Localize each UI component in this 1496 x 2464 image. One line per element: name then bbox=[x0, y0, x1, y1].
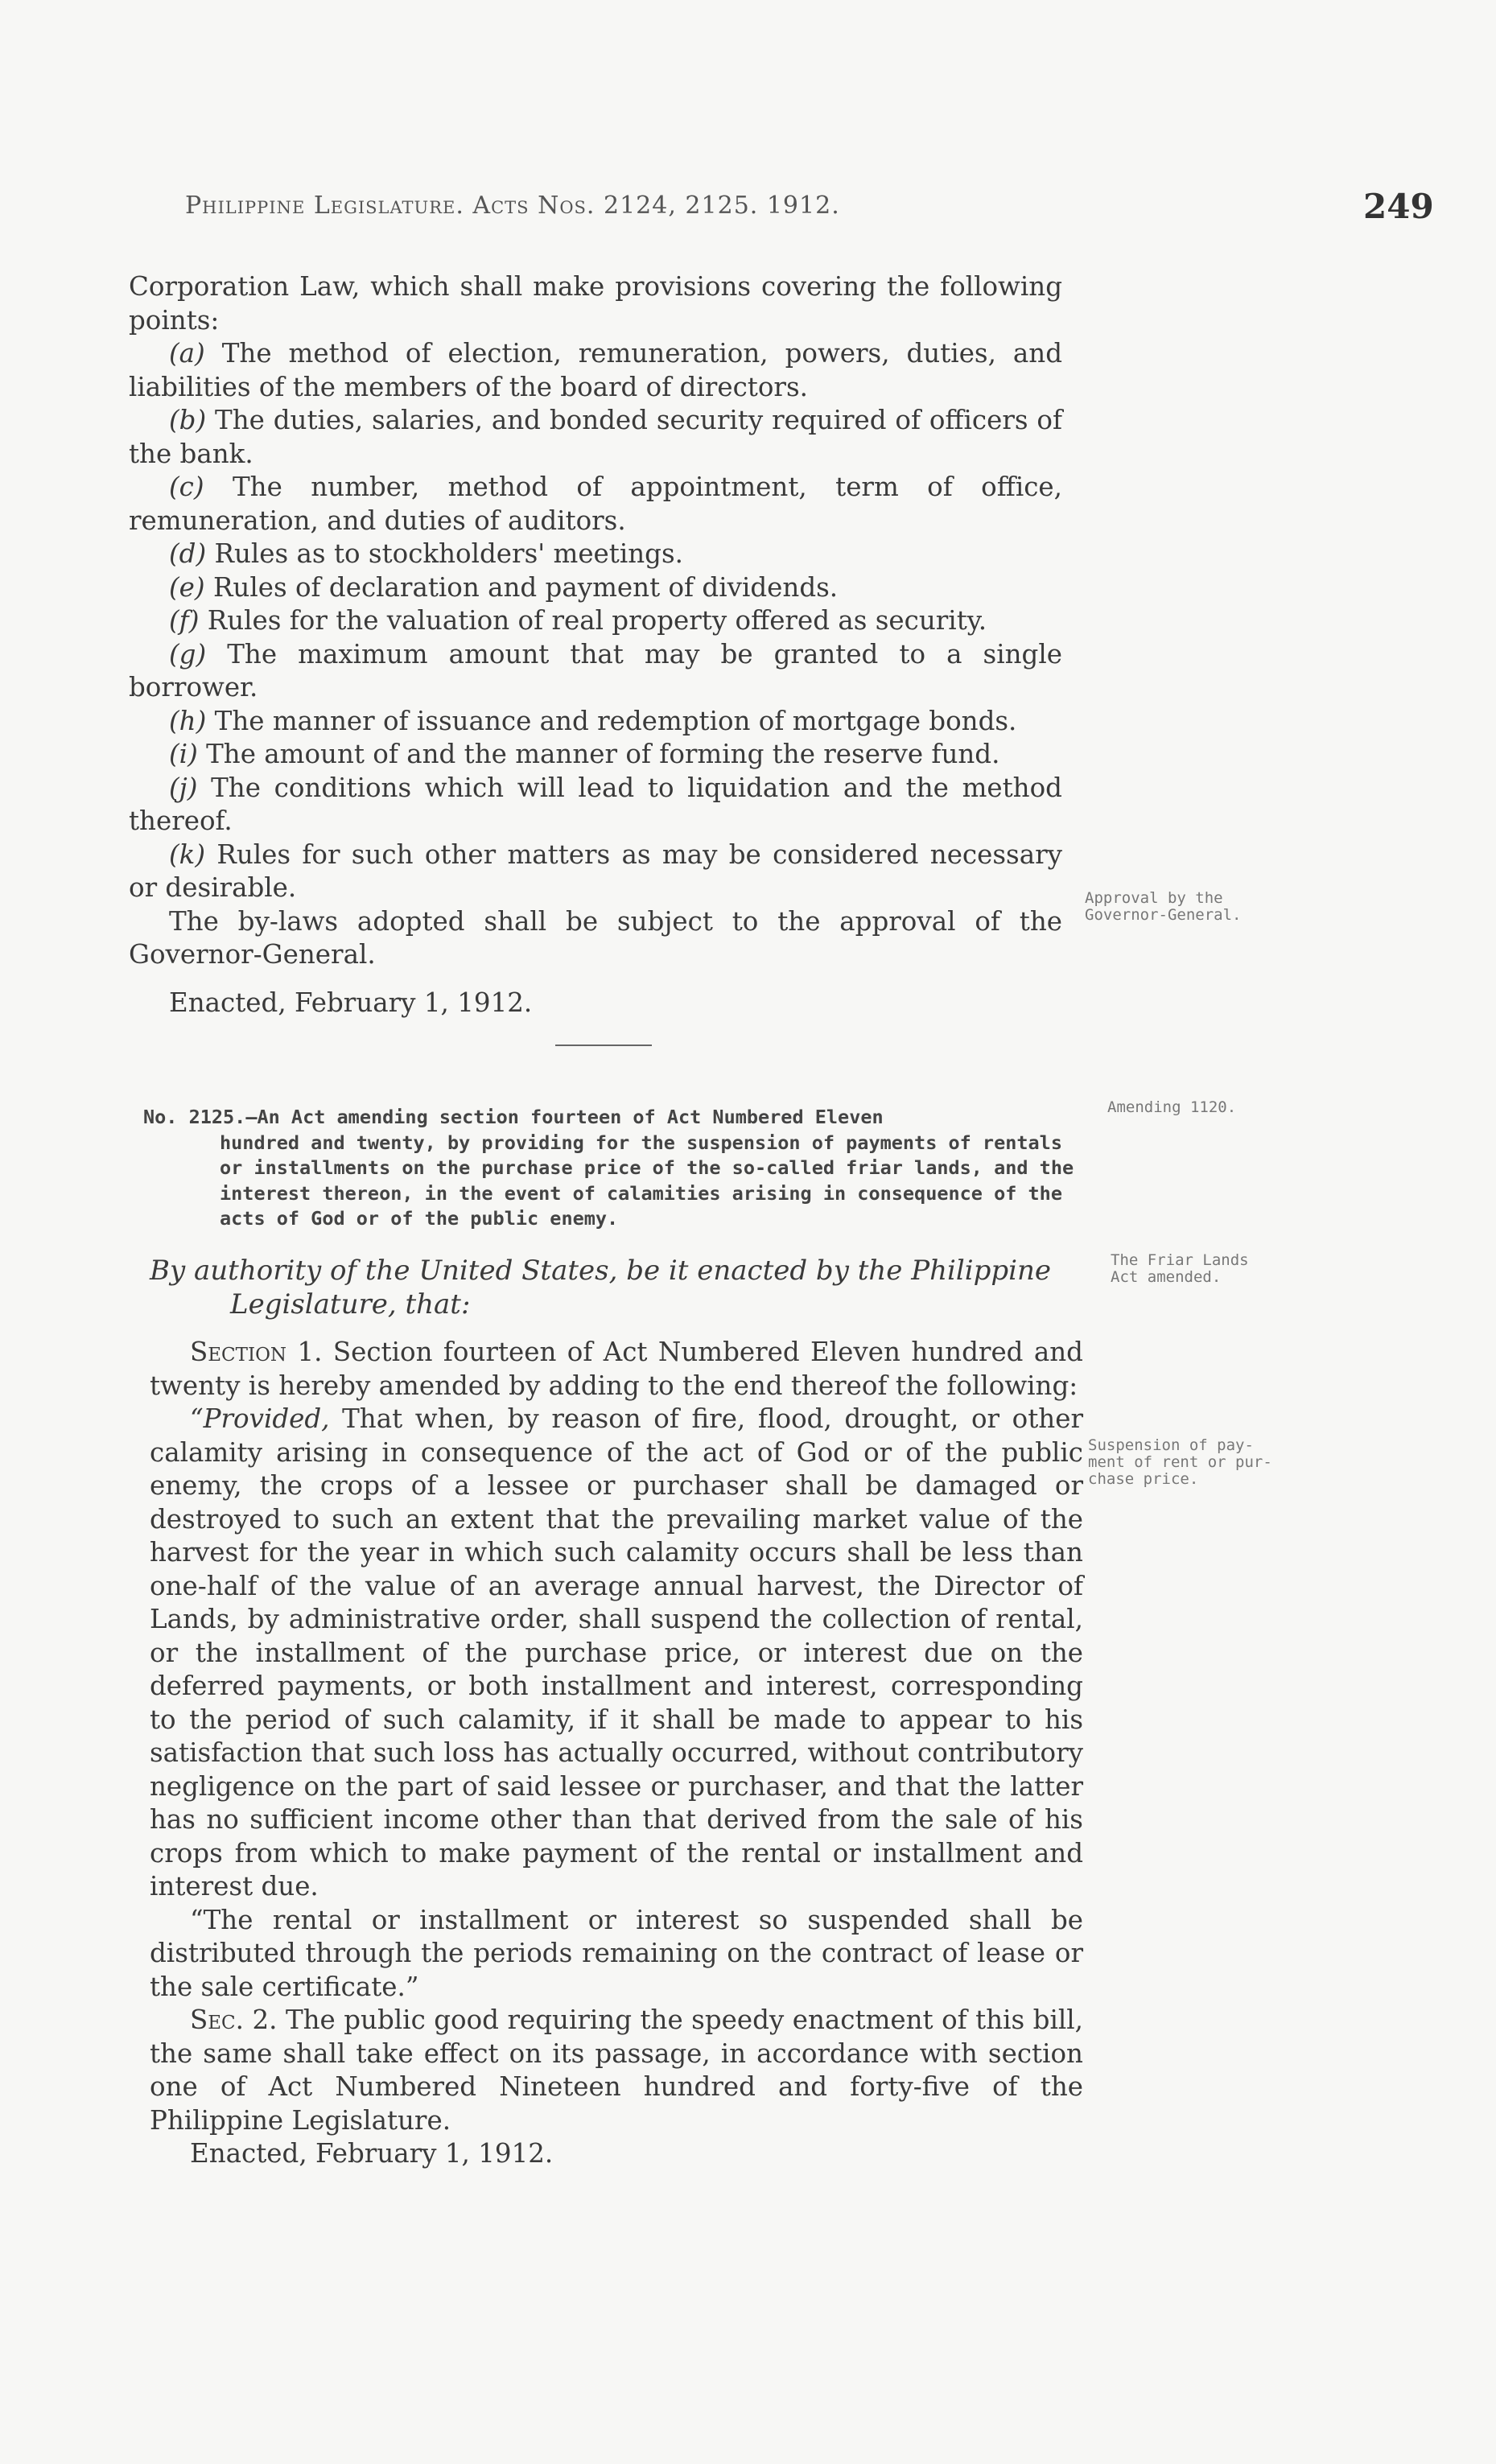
section-1: Section 1. Section fourteen of Act Numbered Eleven hundred and twenty is hereby amended by adding to the end thereof the following: bbox=[150, 1337, 1083, 1401]
section-2: Sec. 2. The public good requiring the speedy enactment of this bill, the same shall take effect on its passage, in accordance with section one of Act Numbered Nineteen hundred and forty-five of the Philippine Legislature. bbox=[150, 2005, 1083, 2136]
section-1-label: Section 1. bbox=[190, 1337, 323, 1367]
enacting-line-2: Legislature, that: bbox=[230, 1288, 471, 1321]
rental-paragraph: “The rental or installment or interest so suspended shall be distributed through the periods remaining on the contract of lease or the sale certificate.” bbox=[150, 1904, 1083, 2002]
list-item-c: (c) The number, method of appointment, term of office, remuneration, and duties of auditors. bbox=[129, 472, 1062, 536]
list-item-h: (h) The manner of issuance and redemption of mortgage bonds. bbox=[169, 705, 1017, 736]
act-2125-number: No. 2125. bbox=[143, 1106, 246, 1128]
page-number: 249 bbox=[1363, 187, 1434, 226]
section-divider bbox=[555, 1045, 652, 1046]
list-item-f: (f) Rules for the valuation of real property offered as security. bbox=[169, 605, 987, 636]
provided-paragraph: “Provided, That when, by reason of fire, flood, drought, or other calamity arising in consequence of the act of God or of the public enemy, the crops of a lessee or purchaser shall be damaged or destroyed to such an extent that the prevailing market value of the harvest for the year in which such calamity occurs shall be less than one-half of the value of an average annual harvest, the Director of Lands, by administrative order, shall suspend the collection of rental, or the installment of the purchase price, or interest due on the deferred payments, or both installment and interest, corresponding to the period of such calamity, if it shall be made to appear to his satisfaction that such loss has actually occurred, without contributory negligence on the part of said lessee or purchaser, and that the latter has no sufficient income other than that derived from the sale of his crops from which to make payment of the rental or installment and interest due. bbox=[150, 1403, 1083, 1902]
list-item-a: (a) The method of election, remuneration, powers, duties, and liabilities of the members of the board of directors. bbox=[129, 338, 1062, 402]
approval-paragraph: The by-laws adopted shall be subject to the approval of the Governor-General. bbox=[129, 905, 1062, 970]
act-2125-summary-rest: hundred and twenty, by providing for the suspension of payments of rentals or installments on the purchase price of the so-called friar lands, and the interest thereon, in the event of calamities arising in consequence of the acts of God or of the public enemy. bbox=[220, 1131, 1074, 1230]
act-2125-body bbox=[150, 1336, 1083, 2171]
list-item-d: (d) Rules as to stockholders' meetings. bbox=[169, 538, 683, 569]
act-2125-summary-line1: —An Act amending section fourteen of Act Numbered Eleven bbox=[245, 1106, 884, 1128]
list-item-i: (i) The amount of and the manner of forming the reserve fund. bbox=[169, 739, 1000, 769]
enacting-line-1: By authority of the United States, be it enacted by the Philippine bbox=[150, 1255, 1052, 1287]
margin-note-approval: Approval by the Governor-General. bbox=[1085, 889, 1242, 924]
act-2125-summary bbox=[143, 1105, 1077, 1232]
section-2-label: Sec. 2. bbox=[190, 2005, 278, 2035]
list-item-j: (j) The conditions which will lead to liquidation and the method thereof. bbox=[129, 772, 1062, 836]
list-item-e: (e) Rules of declaration and payment of dividends. bbox=[169, 571, 839, 603]
running-head: Philippine Legislature. Acts Nos. 2124, 2125. 1912. bbox=[185, 192, 840, 220]
list-item-b: (b) The duties, salaries, and bonded security required of officers of the bank. bbox=[129, 405, 1062, 469]
act-2124-body bbox=[129, 270, 1062, 1020]
list-item-k: (k) Rules for such other matters as may be considered necessary or desirable. bbox=[129, 839, 1062, 903]
margin-note-suspension: Suspension of pay- ment of rent or pur- chase price. bbox=[1088, 1436, 1272, 1488]
margin-note-friar-lands: The Friar Lands Act amended. bbox=[1111, 1251, 1249, 1286]
act-2125-enacted: Enacted, February 1, 1912. bbox=[190, 2138, 554, 2169]
enacting-clause bbox=[150, 1254, 1091, 1321]
list-item-g: (g) The maximum amount that may be granted to a single borrower. bbox=[129, 638, 1062, 703]
act-2124-enacted: Enacted, February 1, 1912. bbox=[169, 987, 533, 1018]
margin-note-amending: Amending 1120. bbox=[1107, 1098, 1237, 1116]
act-2124-intro: Corporation Law, which shall make provisions covering the following points: bbox=[129, 271, 1062, 336]
provided-label: “Provided, bbox=[190, 1403, 330, 1434]
